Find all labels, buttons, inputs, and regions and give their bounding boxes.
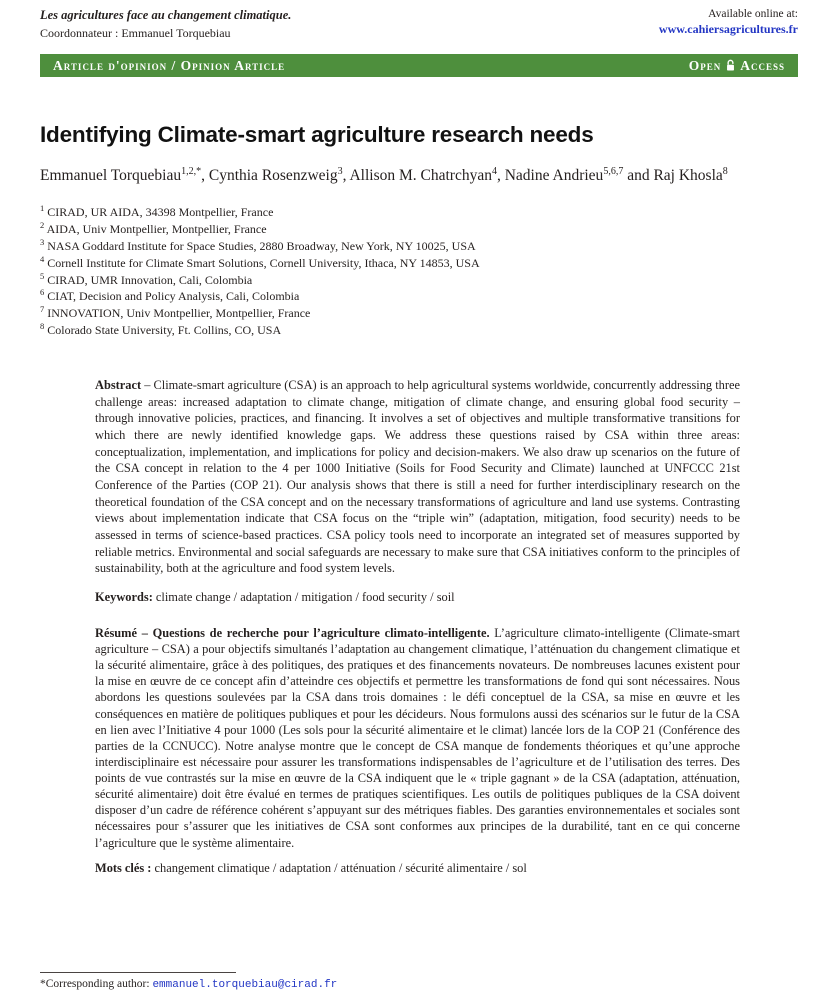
author-name: Cynthia Rosenzweig	[208, 167, 338, 184]
affiliation-item: $^1$ CIRAD, UR AIDA, 34398 Montpellier, France	[40, 203, 274, 220]
open-access-link[interactable]	[689, 58, 785, 74]
author-affiliation-sup: 8	[722, 165, 728, 177]
affiliation-item: $^5$ CIRAD, UMR Innovation, Cali, Colombia	[40, 270, 253, 287]
author-name: Allison M. Chatrchyan	[349, 167, 492, 184]
motscles-label: Mots clés :	[95, 860, 152, 875]
affiliation-number: 7	[40, 304, 45, 315]
abstract-paragraph	[95, 377, 740, 577]
corresponding-author-footnote	[40, 972, 337, 991]
series-title: Les agricultures face au changement climatique.	[40, 8, 292, 22]
affiliation-number: 4	[40, 253, 45, 264]
open-access-lock-icon	[725, 59, 736, 72]
article-type-banner	[40, 54, 798, 77]
abstract-text: – Climate-smart agriculture (CSA) is an approach to help agricultural systems worldwide, concurrently addressing three challenge areas: increased adaptation to climate change, mitigation of climate change, and ensuring global food security – through innovative policies, practices, and financing. It involves a set of objectives and multiple transformative transitions for which there are newly identified knowledge gaps. We address these questions raised by CSA within three areas: conceptualization, implementation, and implications for policy and decision-makers. We also draw up scenarios on the future of the CSA concept in relation to the 4 per 1000 Initiative (Soils for Food Security and Climate) launched at UNFCCC 21st Conference of the Parties (COP 21). Our analysis shows that there is still a need for further interdisciplinary research on the theoretical foundation of the CSA concept and on the necessary transformations of agriculture and land use systems. Contrasting views about implementation indicate that CSA focus on the “triple win” (adaptation, mitigation, food security) needs to be assessed in terms of science-based practices. CSA policy tools need to incorporate an integrated set of measures supported by reliable metrics. Environmental and social safeguards are necessary to make sure that CSA initiatives conform to the principles of sustainability, both at the agriculture and food system levels.	[95, 377, 740, 576]
affiliation-number: 5	[40, 270, 45, 281]
corresponding-email-link[interactable]: emmanuel.torquebiau@cirad.fr	[152, 979, 338, 991]
series-coordinator: Coordonnateur : Emmanuel Torquebiau	[40, 26, 231, 40]
resume-text: L’agriculture climato-intelligente (Climate-smart agriculture – CSA) a pour objectifs simultanés l’adaptation au changement climatique, l’atténuation du changement climatique et la sécurité alimentaire, grâce à des politiques, des pratiques et des financements novateurs. De nombreuses lacunes existent pour la mise en œuvre de ce concept afin d’atteindre ces objectifs et permettre les transformations de fond qui sont nécessaires. Nous abordons les questions soulevées par la CSA dans trois domaines : le défi conceptuel de la CSA, sa mise en œuvre et les conséquences en matière de politiques publiques et pour les décideurs. Nous formulons aussi des scénarios sur le futur de la CSA en lien avec l’Initiative 4 pour 1000 (Les sols pour la sécurité alimentaire et le climat) lancée lors de la COP 21 (Conférence des parties de la CCNUCC). Notre analyse montre que le concept de CSA manque de fondements théoriques et qu’une approche interdisciplinaire est nécessaire pour assurer les transformations indispensables de l’agriculture et de l’utilisation des terres. Des points de vue contrastés sur la mise en œuvre de la CSA indiquent que le « triple gagnant » de la CSA (adaptation, atténuation, sécurité alimentaire) doit être évalué en termes de pratiques scientifiques. Les outils de politiques publiques de la CSA doivent disposer d’un cadre de référence cohérent s’appuyant sur des métriques fiables. Des garanties environnementales et sociales sont nécessaires pour s’assurer que les initiatives de CSA sont conformes aux principes de la durabilité, tant en ce qui concerne l’agriculture que le système alimentaire.	[95, 625, 740, 850]
author-name: Emmanuel Torquebiau	[40, 167, 182, 184]
open-access-access-word: Access	[740, 57, 785, 73]
affiliation-item: $^6$ CIAT, Decision and Policy Analysis, Cali, Colombia	[40, 287, 300, 304]
keywords-label: Keywords:	[95, 589, 153, 604]
author-affiliation-sup: 3	[337, 165, 343, 177]
page-header	[40, 8, 798, 41]
affiliation-item: $^4$ Cornell Institute for Climate Smart Solutions, Cornell University, Ithaca, NY 14853, USA	[40, 253, 480, 270]
affiliation-number: 6	[40, 287, 45, 298]
author-name: Nadine Andrieu	[504, 167, 604, 184]
keywords-text: climate change / adaptation / mitigation / food security / soil	[152, 589, 455, 604]
affiliation-item: $^7$ INNOVATION, Univ Montpellier, Montpellier, France	[40, 304, 311, 321]
affiliation-number: 2	[40, 220, 45, 231]
affiliation-item: $^3$ NASA Goddard Institute for Space Studies, 2880 Broadway, New York, NY 10025, USA	[40, 237, 476, 254]
resume-label: Résumé – Questions de recherche pour l’agriculture climato-intelligente.	[95, 625, 490, 640]
available-online-block	[659, 8, 798, 38]
keywords-line	[95, 590, 740, 605]
authors-line: Emmanuel Torquebiau$^{1,2,*}$, Cynthia Rosenzweig$^3$, Allison M. Chatrchyan$^4$, Nadine Andrieu$^{5,6,7}$ and Raj Khosla$^8$	[40, 165, 728, 184]
affiliation-item: $^2$ AIDA, Univ Montpellier, Montpellier, France	[40, 220, 267, 237]
affiliations-list	[40, 204, 798, 338]
motscles-text: changement climatique / adaptation / atténuation / sécurité alimentaire / sol	[151, 860, 527, 875]
footnote-prefix: *Corresponding author:	[40, 978, 153, 990]
resume-paragraph	[95, 625, 740, 851]
available-online-label: Available online at:	[708, 8, 798, 20]
affiliation-number: 1	[40, 203, 45, 214]
affiliation-number: 8	[40, 321, 45, 332]
series-block	[40, 8, 291, 41]
author-affiliation-sup: 1,2,*	[181, 165, 202, 177]
article-type-label: Article d'opinion / Opinion Article	[53, 57, 286, 73]
affiliation-number: 3	[40, 237, 45, 248]
abstract-label: Abstract	[95, 377, 142, 392]
article-title: Identifying Climate-smart agriculture research needs	[40, 122, 594, 147]
journal-website-link[interactable]: www.cahiersagricultures.fr	[658, 22, 798, 36]
affiliation-item: $^8$ Colorado State University, Ft. Collins, CO, USA	[40, 321, 282, 338]
author-name: Raj Khosla	[653, 167, 723, 184]
footnote-rule	[40, 972, 236, 973]
author-affiliation-sup: 4	[491, 165, 497, 177]
author-affiliation-sup: 5,6,7	[603, 165, 624, 177]
open-access-open-word: Open	[688, 57, 722, 73]
motscles-line	[95, 861, 740, 876]
